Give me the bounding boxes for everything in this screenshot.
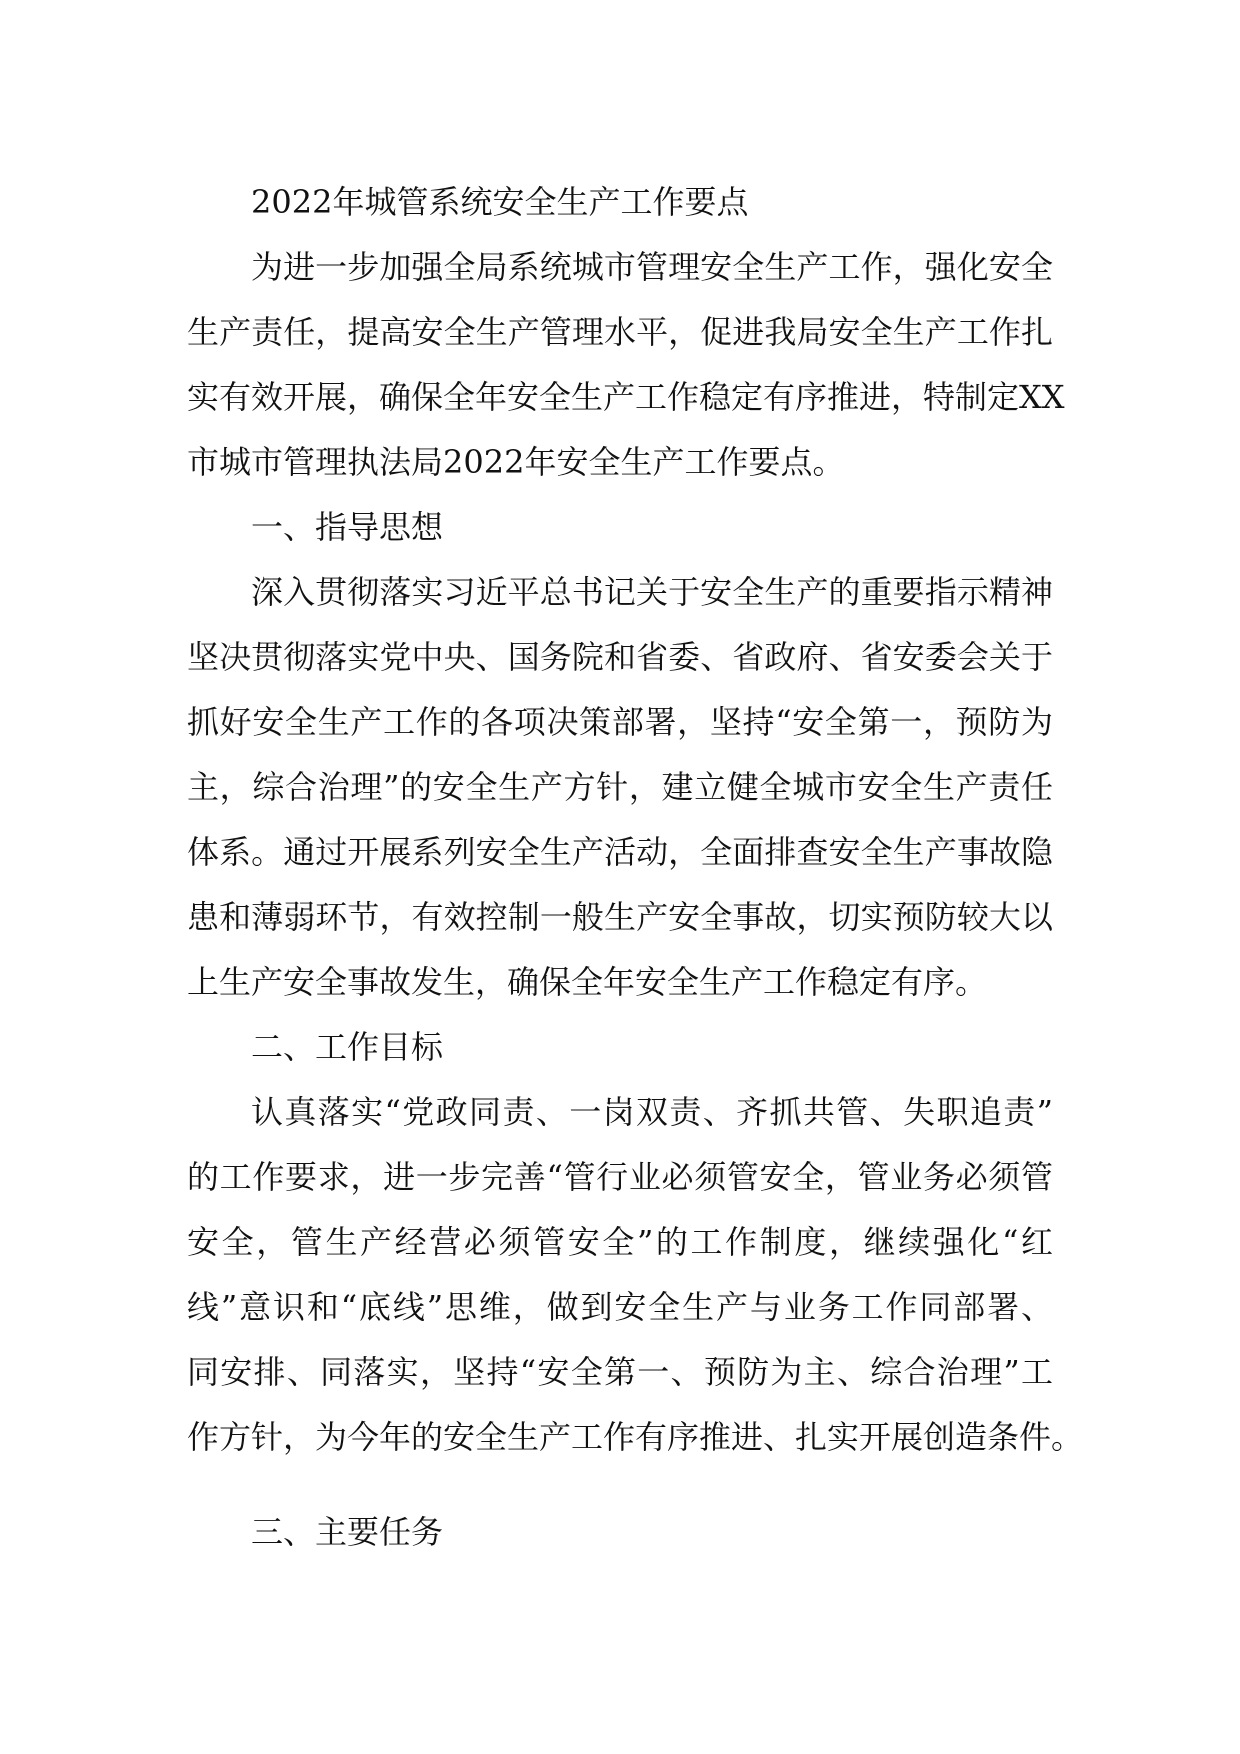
document-title: 2022年城管系统安全生产工作要点 (251, 183, 749, 221)
section-heading-1: 一、指导思想 (251, 508, 444, 546)
section2-line-4: 线”意识和“底线”思维，做到安全生产与业务工作同部署、 (187, 1288, 1053, 1326)
section1-line-4: 主，综合治理”的安全生产方针，建立健全城市安全生产责任 (187, 768, 1053, 806)
section1-line-7: 上生产安全事故发生，确保全年安全生产工作稳定有序。 (187, 963, 988, 1001)
section-heading-3: 三、主要任务 (251, 1513, 444, 1551)
section2-line-3: 安全，管生产经营必须管安全”的工作制度，继续强化“红 (187, 1223, 1053, 1261)
section-heading-2: 二、工作目标 (251, 1028, 444, 1066)
section2-line-2: 的工作要求，进一步完善“管行业必须管安全，管业务必须管 (187, 1158, 1053, 1196)
intro-line-1: 为进一步加强全局系统城市管理安全生产工作，强化安全 (251, 248, 1053, 286)
paragraph-gap (187, 1470, 1053, 1500)
section1-line-2: 坚决贯彻落实党中央、国务院和省委、省政府、省安委会关于 (187, 638, 1053, 676)
intro-line-4: 市城市管理执法局2022年安全生产工作要点。 (187, 443, 845, 481)
intro-line-2: 生产责任，提高安全生产管理水平，促进我局安全生产工作扎 (187, 313, 1053, 351)
section2-line-5: 同安排、同落实，坚持“安全第一、预防为主、综合治理”工 (187, 1353, 1053, 1391)
section2-line-6: 作方针，为今年的安全生产工作有序推进、扎实开展创造条件。 (187, 1418, 1084, 1456)
section1-line-1: 深入贯彻落实习近平总书记关于安全生产的重要指示精神 (251, 573, 1053, 611)
section1-line-5: 体系。通过开展系列安全生产活动，全面排查安全生产事故隐 (187, 833, 1053, 871)
document-body (187, 170, 1084, 1565)
intro-line-3: 实有效开展，确保全年安全生产工作稳定有序推进，特制定XX (187, 378, 1065, 416)
section1-line-3: 抓好安全生产工作的各项决策部署，坚持“安全第一，预防为 (187, 703, 1053, 741)
section2-line-1: 认真落实“党政同责、一岗双责、齐抓共管、失职追责” (251, 1093, 1053, 1131)
section1-line-6: 患和薄弱环节，有效控制一般生产安全事故，切实预防较大以 (187, 898, 1053, 936)
